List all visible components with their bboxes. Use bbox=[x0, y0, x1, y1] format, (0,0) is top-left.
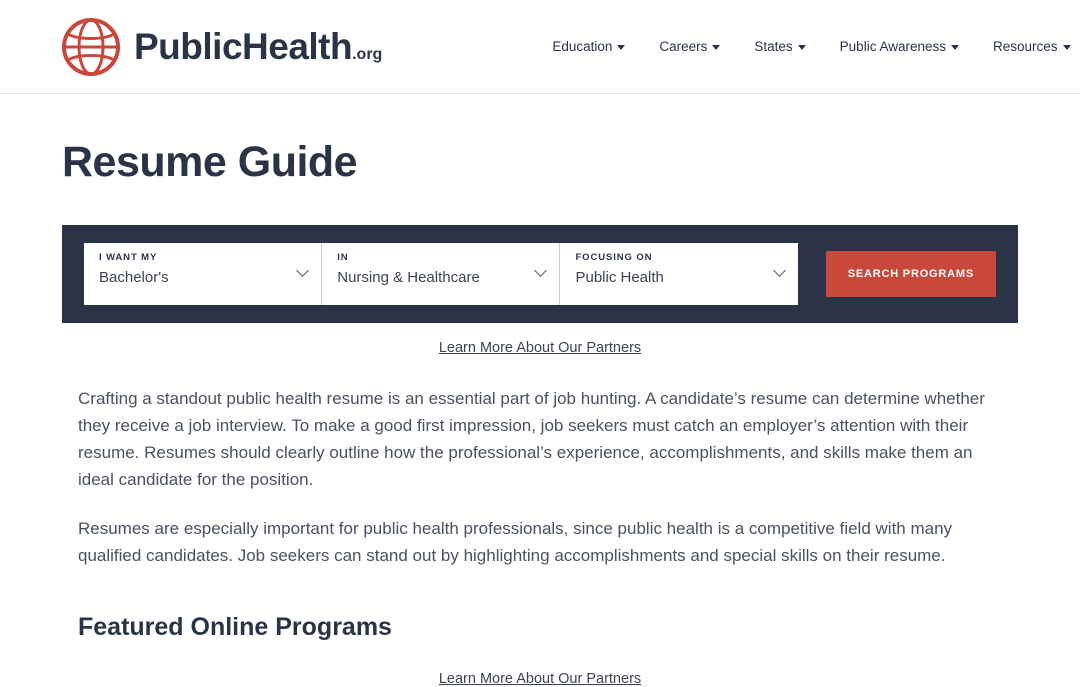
site-header bbox=[0, 0, 1080, 94]
intro-paragraph-2: Resumes are especially important for public health professionals, since public health is a competitive field with many qualified candidates. Job seekers can stand out by highlighting accomplishments and special skills on their resume. bbox=[78, 519, 953, 566]
focus-select[interactable] bbox=[560, 243, 797, 305]
program-search-bar bbox=[62, 225, 1018, 323]
subject-select[interactable] bbox=[322, 243, 560, 305]
degree-level-label: I WANT MY bbox=[99, 252, 158, 263]
chevron-down-icon bbox=[798, 45, 806, 50]
globe-icon bbox=[62, 18, 120, 76]
chevron-down-icon bbox=[951, 45, 959, 50]
chevron-down-icon bbox=[1063, 45, 1071, 50]
featured-programs-heading: Featured Online Programs bbox=[78, 613, 392, 642]
nav-item-label: Education bbox=[552, 39, 613, 54]
main-navigation bbox=[552, 39, 1070, 54]
focus-value: Public Health bbox=[575, 269, 664, 286]
nav-item-label: Public Awareness bbox=[839, 39, 946, 54]
chevron-down-icon bbox=[712, 45, 720, 50]
brand-suffix: .org bbox=[352, 46, 383, 63]
nav-item-resources[interactable] bbox=[993, 39, 1071, 54]
partners-link-bottom[interactable]: Learn More About Our Partners bbox=[438, 671, 642, 687]
nav-item-education[interactable] bbox=[552, 39, 625, 54]
subject-label: IN bbox=[337, 252, 349, 263]
intro-paragraph-1: Crafting a standout public health resume is an essential part of job hunting. A candidate’s resume can determine whether they receive a job interview. To make a good first impression, job seekers must catch an employer’s attention with their resume. Resumes should clearly outline how the professional’s experience, accomplishments, and skills make them an ideal candidate for the position. bbox=[78, 389, 985, 489]
search-programs-button[interactable]: SEARCH PROGRAMS bbox=[826, 251, 996, 297]
search-fields bbox=[84, 243, 798, 305]
nav-item-public-awareness[interactable] bbox=[840, 39, 959, 54]
site-logo[interactable] bbox=[62, 18, 382, 76]
brand-name: PublicHealth bbox=[134, 26, 353, 67]
page-title: Resume Guide bbox=[62, 138, 358, 186]
nav-item-label: States bbox=[754, 39, 793, 54]
subject-value: Nursing & Healthcare bbox=[337, 269, 480, 286]
focus-label: FOCUSING ON bbox=[575, 252, 653, 263]
nav-item-states[interactable] bbox=[754, 39, 805, 54]
degree-level-select[interactable] bbox=[84, 243, 322, 305]
partners-link-top[interactable]: Learn More About Our Partners bbox=[438, 340, 642, 356]
nav-item-label: Resources bbox=[992, 39, 1058, 54]
brand-title bbox=[134, 28, 382, 65]
chevron-down-icon bbox=[617, 45, 625, 50]
degree-level-value: Bachelor's bbox=[99, 269, 169, 286]
nav-item-careers[interactable] bbox=[659, 39, 720, 54]
page-content bbox=[0, 138, 1080, 687]
nav-item-label: Careers bbox=[659, 39, 708, 54]
